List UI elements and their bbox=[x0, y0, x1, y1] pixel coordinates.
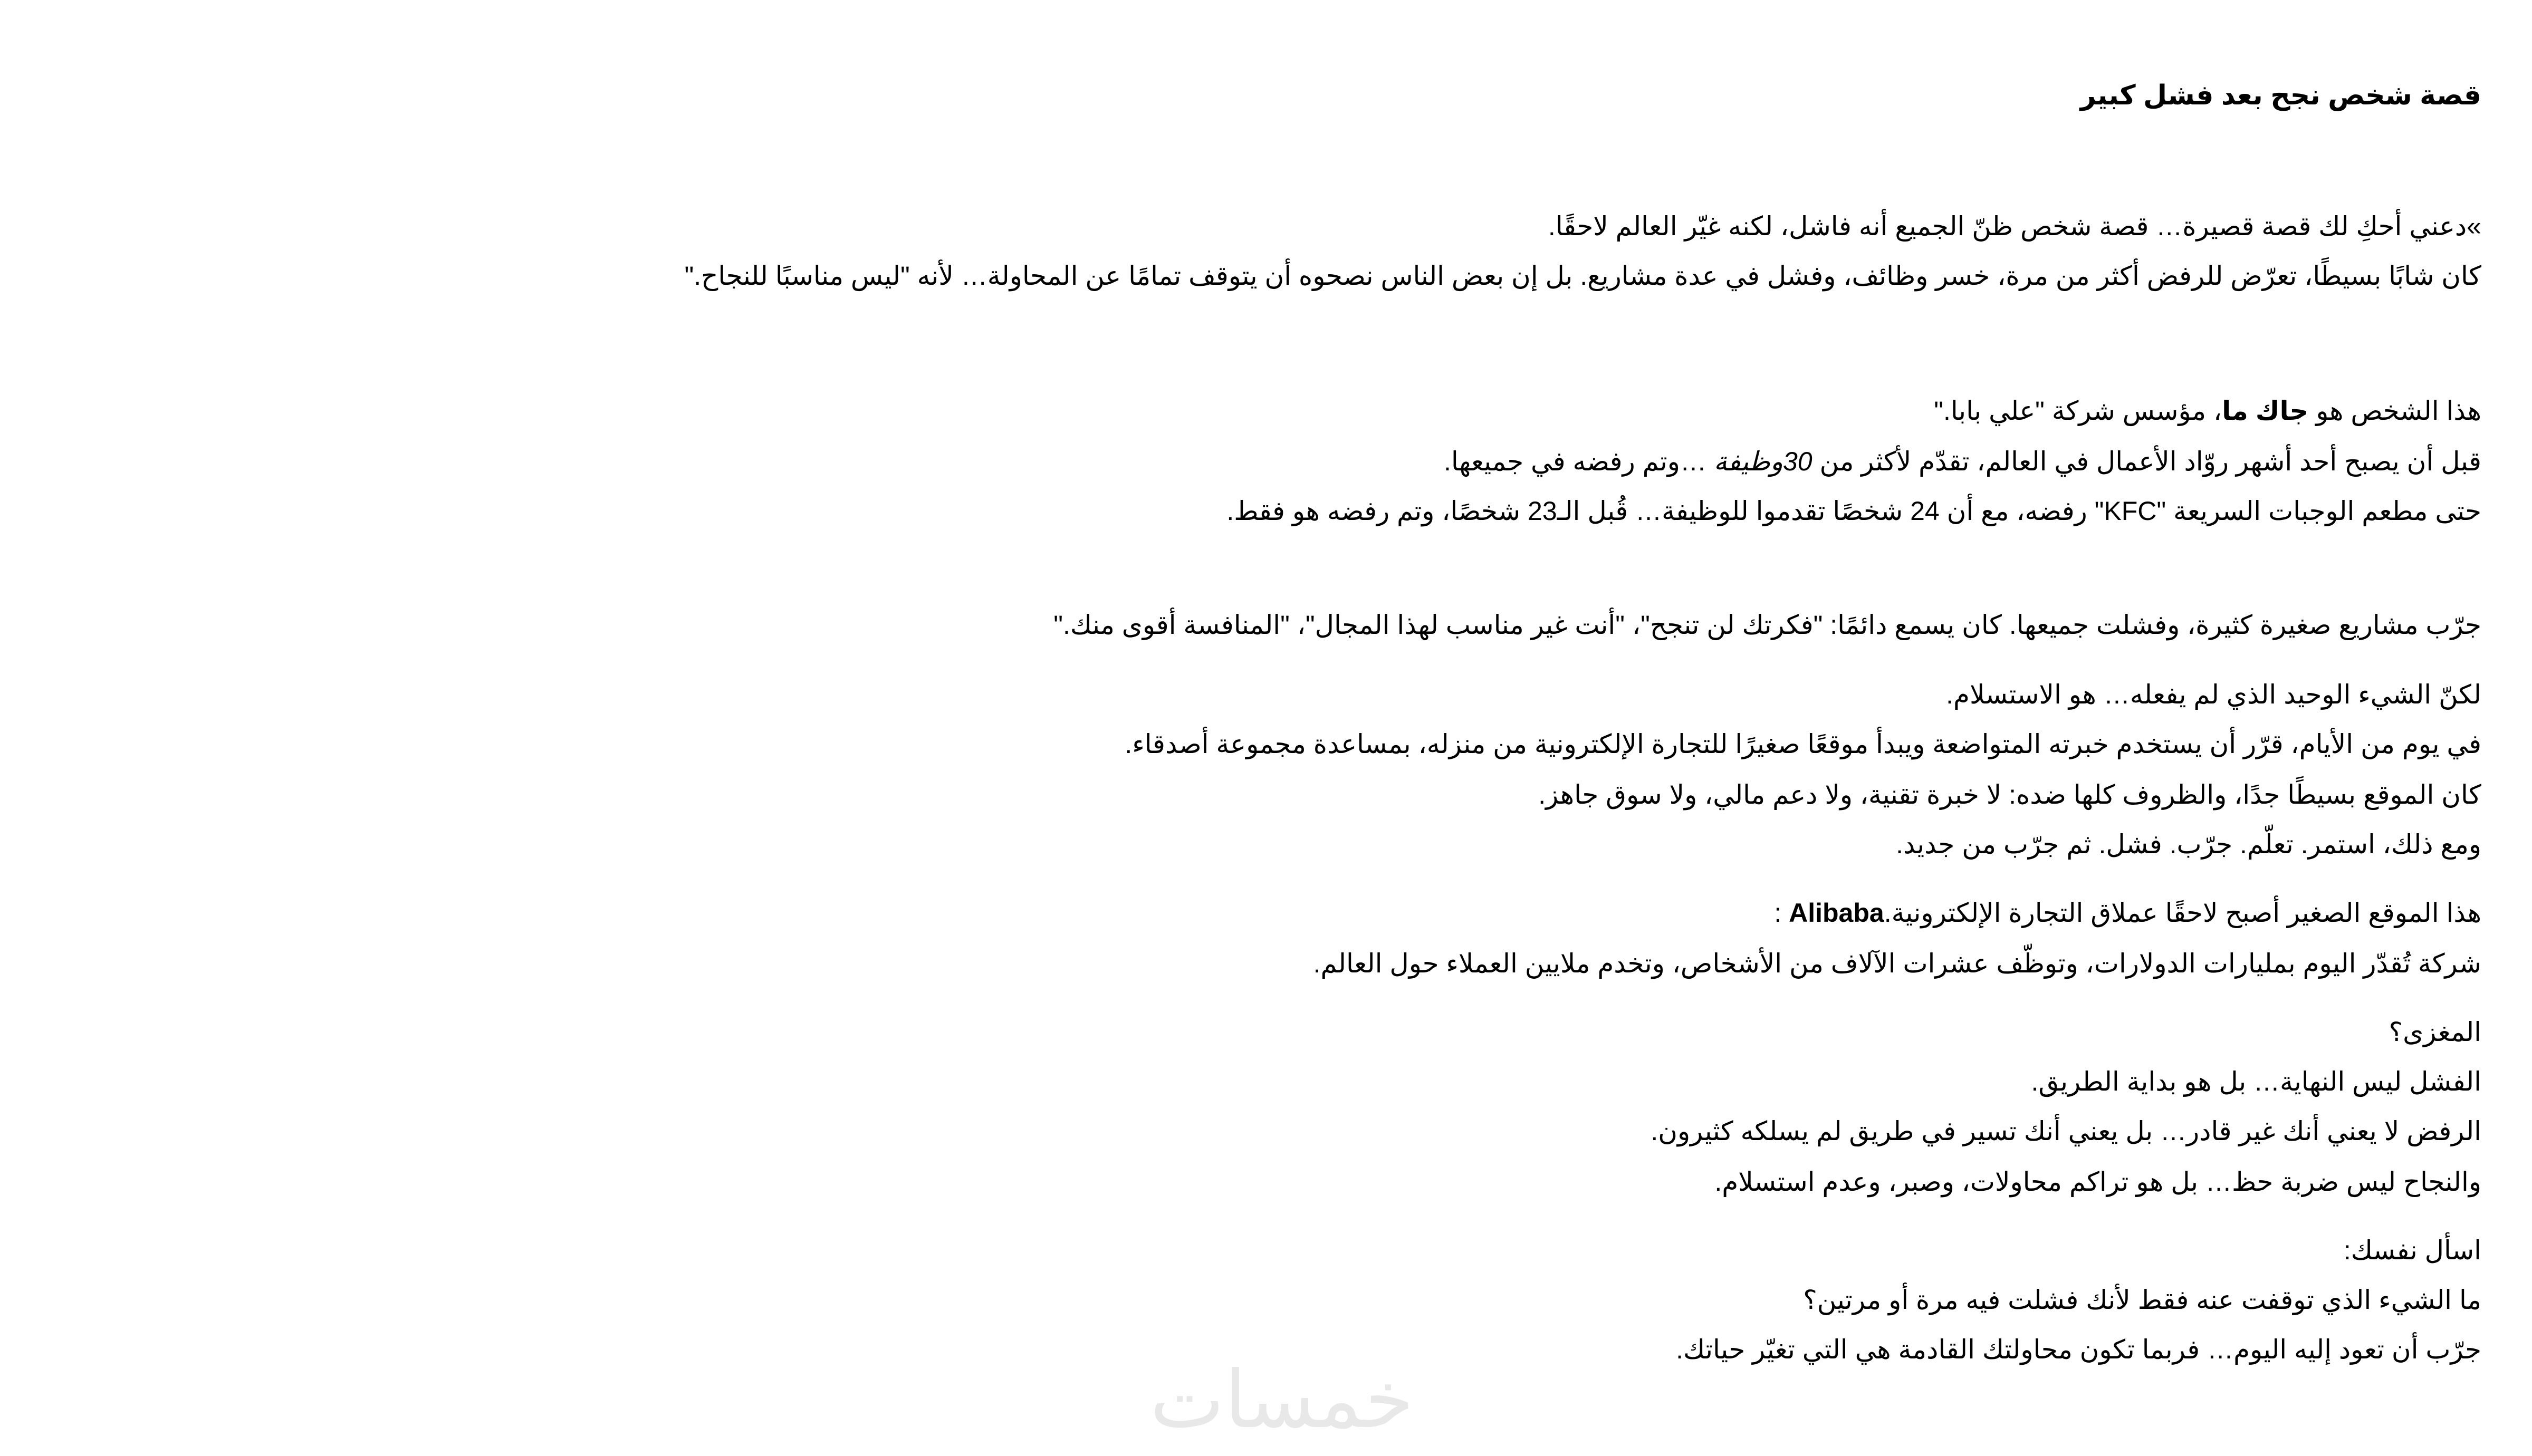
question-line-1: ما الشيء الذي توقفت عنه فقط لأنك فشلت فيه مرة أو مرتين؟ bbox=[1803, 1285, 2481, 1315]
identity-suffix: ، مؤسس شركة "علي بابا." bbox=[1934, 396, 2222, 426]
result-line-1 bbox=[55, 896, 2481, 929]
identity-prefix: هذا الشخص هو bbox=[2308, 396, 2481, 426]
identity-line bbox=[55, 394, 2481, 427]
question-heading: اسأل نفسك: bbox=[2343, 1236, 2481, 1265]
turning-line-1: لكنّ الشيء الوحيد الذي لم يفعله… هو الاستسلام. bbox=[1946, 680, 2481, 709]
turning-line-3: كان الموقع بسيطًا جدًا، والظروف كلها ضده: لا خبرة تقنية، ولا دعم مالي، ولا سوق جاهز. bbox=[1538, 780, 2481, 809]
jobs-suffix: …وتم رفضه في جميعها. bbox=[1443, 447, 1714, 476]
moral-line-2: الرفض لا يعني أنك غير قادر… بل يعني أنك تسير في طريق لم يسلكه كثيرون. bbox=[1651, 1116, 2481, 1146]
jobs-line bbox=[55, 445, 2481, 478]
result-prefix: هذا الموقع الصغير أصبح لاحقًا عملاق التجارة الإلكترونية. bbox=[1884, 898, 2481, 928]
turning-line-2: في يوم من الأيام، قرّر أن يستخدم خبرته المتواضعة ويبدأ موقعًا صغيرًا للتجارة الإلكترونية من منزله، بمساعدة مجموعة أصدقاء. bbox=[1125, 729, 2481, 759]
watermark-logo: خمسات bbox=[1149, 1354, 1414, 1446]
jobs-number: 30 bbox=[1782, 447, 1812, 476]
kfc-line: حتى مطعم الوجبات السريعة "KFC" رفضه، مع أن 24 شخصًا تقدموا للوظيفة… قُبل الـ23 شخصًا، وتم رفضه هو فقط. bbox=[1226, 496, 2481, 526]
moral-line-1: الفشل ليس النهاية… بل هو بداية الطريق. bbox=[2031, 1067, 2481, 1096]
founder-name: جاك ما bbox=[2222, 396, 2309, 426]
moral-heading: المغزى؟ bbox=[2389, 1017, 2481, 1047]
result-suffix: : bbox=[1774, 898, 1789, 928]
turning-line-4: ومع ذلك، استمر. تعلّم. جرّب. فشل. ثم جرّب من جديد. bbox=[1896, 830, 2481, 859]
document-title: قصة شخص نجح بعد فشل كبير bbox=[2080, 80, 2481, 111]
moral-line-3: والنجاح ليس ضربة حظ… بل هو تراكم محاولات، وصبر، وعدم استسلام. bbox=[1714, 1167, 2481, 1197]
question-line-2: جرّب أن تعود إليه اليوم… فربما تكون محاولتك القادمة هي التي تغيّر حياتك. bbox=[1676, 1335, 2481, 1364]
intro-line-1: »دعني أحكِ لك قصة قصيرة… قصة شخص ظنّ الجميع أنه فاشل، لكنه غيّر العالم لاحقًا. bbox=[1548, 211, 2481, 241]
result-line-2: شركة تُقدّر اليوم بمليارات الدولارات، وتوظّف عشرات الآلاف من الأشخاص، وتخدم ملايين العملاء حول العالم. bbox=[1313, 949, 2481, 978]
brand-name: Alibaba bbox=[1789, 898, 1884, 928]
jobs-prefix: قبل أن يصبح أحد أشهر روّاد الأعمال في العالم، تقدّم لأكثر من bbox=[1812, 447, 2481, 476]
intro-line-2: كان شابًا بسيطًا، تعرّض للرفض أكثر من مرة، خسر وظائف، وفشل في عدة مشاريع. بل إن بعض الناس نصحوه أن يتوقف تمامًا عن المحاولة… لأنه "ليس مناسبًا للنجاح." bbox=[684, 261, 2481, 291]
jobs-word: وظيفة bbox=[1713, 447, 1783, 476]
projects-line: جرّب مشاريع صغيرة كثيرة، وفشلت جميعها. كان يسمع دائمًا: "فكرتك لن تنجح"، "أنت غير مناسب لهذا المجال"، "المنافسة أقوى منك." bbox=[1053, 610, 2481, 640]
